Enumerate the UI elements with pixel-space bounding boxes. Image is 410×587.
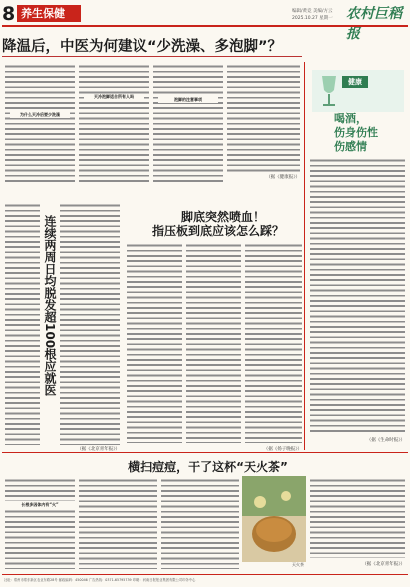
bottom-col-4 (310, 478, 405, 558)
gut-title: 连续两周日均脱发超100根应就医 (43, 215, 57, 397)
bottom-col-1b (5, 509, 75, 569)
main-headline-rule (2, 56, 302, 57)
right-body (310, 158, 405, 433)
bottom-source: （据《北京青年报》） (362, 562, 405, 567)
paper-name: 农村巨稻报 (346, 6, 402, 42)
health-badge: 健康 (342, 76, 368, 88)
bottom-col-2 (79, 478, 157, 569)
main-headline: 降温后，中医为何建议“少洗澡、多泡脚”？ (2, 39, 283, 55)
foot-col-1 (127, 243, 182, 443)
main-source: （据《健康报》） (266, 175, 300, 180)
bottom-headline: 横扫痘痘，干了这杯“天火茶” (128, 460, 288, 474)
foot-title-1: 脚底突然喷血！ (180, 210, 265, 224)
main-col-3 (153, 64, 223, 182)
footer-text: 社址：郑州市郑东新区农业东路28号 邮政编码：450046 广告热线：0371-65795739 印刷：河南日报报业集团有限公司印务中心 (4, 578, 196, 582)
footer-rule (2, 574, 408, 575)
right-source: （据《生命时报》） (366, 438, 405, 443)
foot-col-3 (245, 243, 302, 443)
gut-col-2 (60, 203, 120, 445)
foot-source: （据《扬子晚报》） (263, 447, 302, 452)
herbal-tea-caption: 天火茶 (292, 562, 304, 567)
main-col-1 (5, 64, 75, 182)
right-title-2: 伤身伤性 (334, 126, 378, 139)
bottom-rule (2, 452, 408, 453)
right-title-3: 伤感情 (334, 140, 367, 153)
main-subhead-1: 为什么天冷后要少洗澡 (10, 112, 70, 118)
meta-editor: 编辑/黄竞 美编/方云 (292, 9, 333, 14)
main-subhead-2: 天冷泡脚适合所有人吗 (84, 94, 144, 100)
right-title-1: 喝酒， (334, 112, 367, 125)
gut-col-1 (5, 203, 40, 445)
page-number: 8 (2, 3, 16, 25)
main-col-2 (79, 64, 149, 182)
main-subhead-3: 泡脚的注意事项 (158, 97, 218, 103)
bottom-col-3 (161, 478, 239, 569)
header-rule (2, 25, 408, 27)
bottom-subhead: 长根多因体内有“火” (21, 502, 59, 507)
main-col-4 (227, 64, 300, 172)
foot-title-2: 指压板到底应该怎么踩？ (151, 224, 284, 238)
herbal-tea-photo (242, 476, 306, 562)
foot-col-2 (186, 243, 241, 443)
meta-date: 2025.10.27 星期一 (292, 16, 333, 21)
section-tag: 养生保健 (17, 5, 81, 22)
bottom-col-1 (5, 478, 75, 501)
gut-source: （据《北京青年报》） (77, 447, 120, 452)
